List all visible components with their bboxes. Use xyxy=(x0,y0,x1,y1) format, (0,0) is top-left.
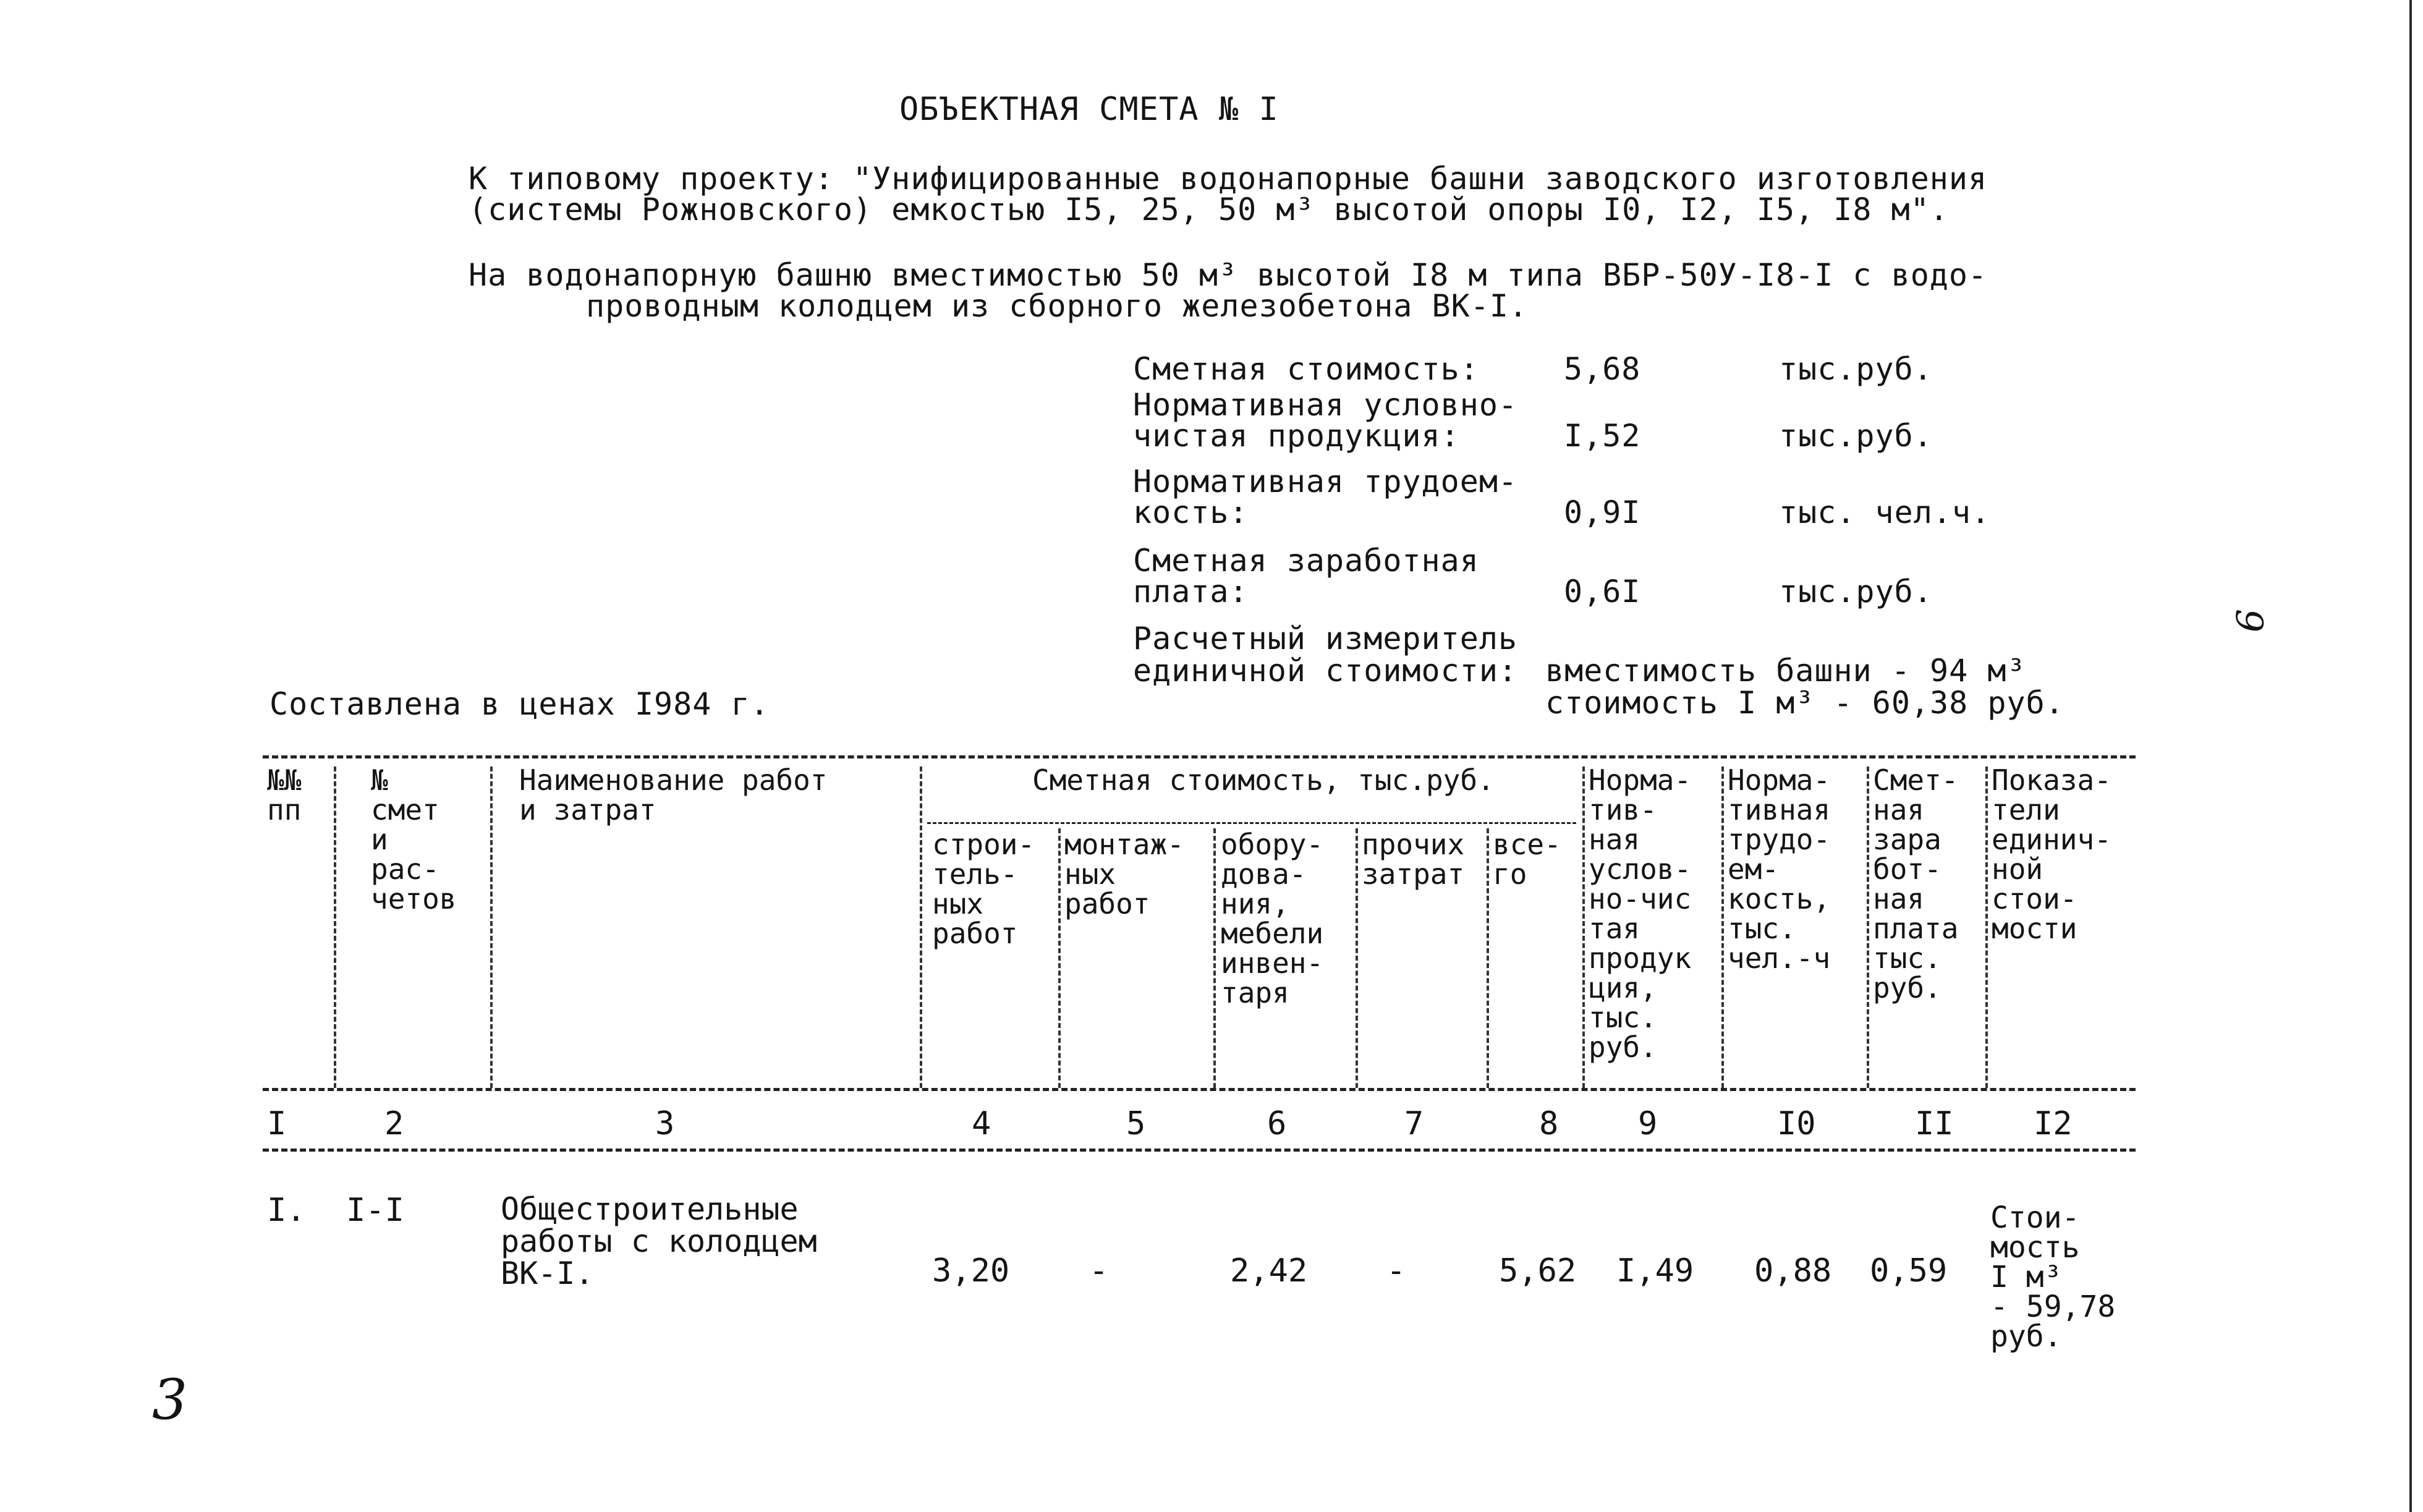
row-estimate-number: I-I xyxy=(346,1192,404,1229)
col-number: I0 xyxy=(1777,1105,1816,1142)
summary-product-unit: тыс.руб. xyxy=(1779,418,1933,454)
header-construction: строи- тель- ных работ xyxy=(932,828,1035,950)
header-estimate-number: № смет и рас- четов xyxy=(371,763,457,915)
project-line-2: (системы Рожновского) емкостью I5, 25, 50 м³ высотой опоры I0, I2, I5, I8 м". xyxy=(469,192,1949,227)
summary-product-label-1: Нормативная условно- xyxy=(1133,387,1518,423)
col-number: II xyxy=(1915,1105,1954,1142)
row-equipment-cost: 2,42 xyxy=(1230,1252,1308,1289)
header-normative-labour: Норма- тивная трудо- ем- кость, тыс. чел.-ч xyxy=(1728,763,1831,975)
row-work-name: Общестроительные работы с колодцем ВК-I. xyxy=(501,1191,817,1291)
col-number: 8 xyxy=(1539,1105,1559,1142)
header-unit-cost-indicators: Показа- тели единич- ной стои- мости xyxy=(1992,763,2111,945)
calc-meter-volume: вместимость башни - 94 м³ xyxy=(1545,653,2026,689)
row-normative-labour: 0,88 xyxy=(1754,1252,1832,1289)
summary-labour-value: 0,9I xyxy=(1564,495,1641,530)
header-wage: Смет- ная зара бот- ная плата тыс. руб. xyxy=(1873,763,1959,1004)
col-number: 3 xyxy=(655,1105,675,1142)
summary-cost-unit: тыс.руб. xyxy=(1779,351,1933,387)
row-other-cost: - xyxy=(1386,1252,1406,1289)
prices-year: Составлена в ценах I984 г. xyxy=(269,686,770,722)
summary-wage-label-2: плата: xyxy=(1133,574,1249,609)
row-construction-cost: 3,20 xyxy=(932,1252,1010,1289)
row-total-cost: 5,62 xyxy=(1499,1252,1577,1289)
summary-wage-unit: тыс.руб. xyxy=(1779,574,1933,609)
project-line-1: К типовому проекту: "Унифицированные водонапорные башни заводского изготовления xyxy=(469,161,1988,197)
summary-product-value: I,52 xyxy=(1564,418,1641,454)
col-number: I xyxy=(267,1105,287,1142)
header-work-name: Наименование работ и затрат xyxy=(519,763,828,826)
header-installation: монтаж- ных работ xyxy=(1064,828,1184,920)
header-normative-product: Норма- тив- ная услов- но-чис тая продук ция, тыс. руб. xyxy=(1589,763,1692,1064)
col-number: 7 xyxy=(1404,1105,1424,1142)
summary-labour-label-2: кость: xyxy=(1133,495,1249,530)
summary-cost-label: Сметная стоимость: xyxy=(1133,351,1479,387)
table-top-rule xyxy=(263,755,2136,758)
summary-wage-label-1: Сметная заработная xyxy=(1133,543,1479,579)
col-number: 2 xyxy=(384,1105,404,1142)
row-installation-cost: - xyxy=(1089,1252,1109,1289)
header-row-number: №№ пп xyxy=(267,763,302,826)
summary-labour-unit: тыс. чел.ч. xyxy=(1779,495,1991,530)
calc-meter-cost: стоимость I м³ - 60,38 руб. xyxy=(1545,685,2064,721)
document-title: ОБЪЕКТНАЯ СМЕТА № I xyxy=(899,91,1279,128)
object-line-2: проводным колодцем из сборного железобетона ВК-I. xyxy=(586,288,1529,324)
row-unit-cost-indicator: Стои- мость I м³ - 59,78 руб. xyxy=(1990,1200,2116,1354)
col-number: I2 xyxy=(2034,1105,2073,1142)
col-number: 6 xyxy=(1267,1105,1287,1142)
col-number: 9 xyxy=(1638,1105,1658,1142)
header-total: все- го xyxy=(1493,828,1561,891)
row-wage: 0,59 xyxy=(1870,1252,1948,1289)
summary-product-label-2: чистая продукция: xyxy=(1133,418,1460,454)
numbers-bottom-rule xyxy=(263,1149,2136,1152)
page-edge-line xyxy=(2409,0,2412,1512)
margin-mark-left: 3 xyxy=(152,1367,189,1432)
summary-cost-value: 5,68 xyxy=(1564,351,1641,387)
col-number: 5 xyxy=(1126,1105,1146,1142)
summary-labour-label-1: Нормативная трудоем- xyxy=(1133,464,1518,499)
calc-meter-label-2: единичной стоимости: xyxy=(1133,653,1518,689)
header-estimated-cost-group: Сметная стоимость, тыс.руб. xyxy=(1032,763,1495,797)
col-number: 4 xyxy=(972,1105,991,1142)
summary-wage-value: 0,6I xyxy=(1564,574,1641,609)
calc-meter-label-1: Расчетный измеритель xyxy=(1133,621,1518,656)
header-bottom-rule xyxy=(263,1088,2136,1091)
row-normative-product: I,49 xyxy=(1616,1252,1694,1289)
header-equipment: обору- дова- ния, мебели инвен- таря xyxy=(1221,828,1324,1009)
row-number: I. xyxy=(267,1192,306,1229)
header-other-costs: прочих затрат xyxy=(1362,828,1465,891)
object-line-1: На водонапорную башню вместимостью 50 м³ высотой I8 м типа ВБР-50У-I8-I с водо- xyxy=(469,257,1988,293)
margin-mark-right: 9 xyxy=(2227,609,2270,634)
